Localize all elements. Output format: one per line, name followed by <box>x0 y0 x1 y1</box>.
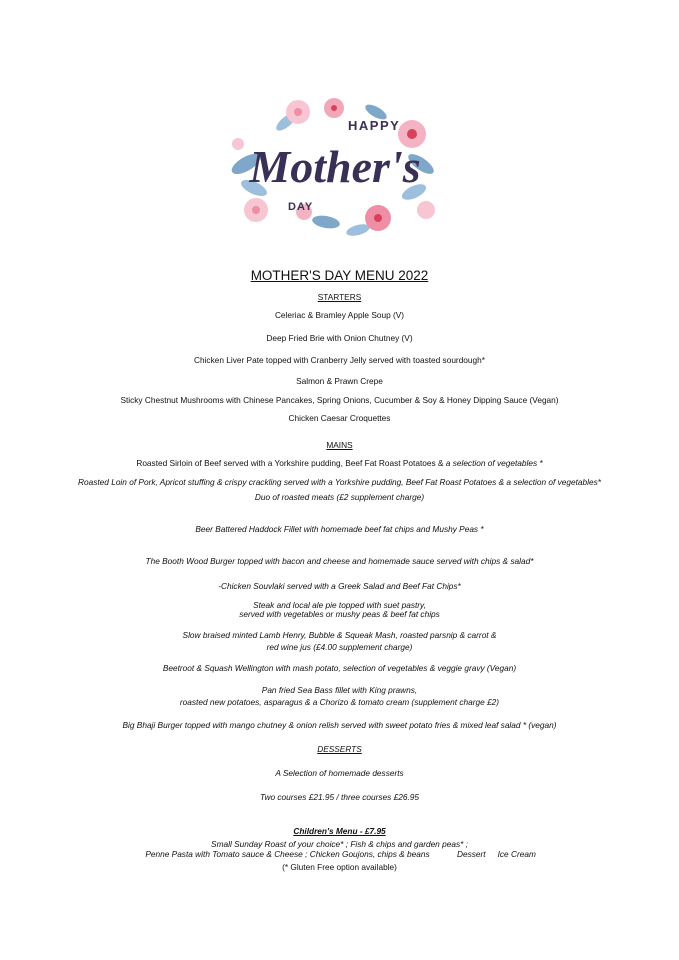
logo-mothers-text: Mother's <box>249 141 421 192</box>
main-item: Beetroot & Squash Wellington with mash potato, selection of vegetables & veggie gravy (Vegan) <box>162 663 517 673</box>
childrens-dessert-label: Dessert <box>457 849 486 859</box>
main-item: Steak and local ale pie topped with suet pastry, <box>253 600 426 610</box>
logo-day-text: DAY <box>288 201 314 213</box>
logo-happy-text: HAPPY <box>348 118 401 133</box>
mothers-day-logo <box>226 92 444 240</box>
starter-item: Salmon & Prawn Crepe <box>296 376 383 386</box>
main-item: Big Bhaji Burger topped with mango chutney & onion relish served with sweet potato fries & mixed leaf salad * (vegan) <box>122 720 557 730</box>
childrens-menu-heading: Children's Menu - £7.95 <box>293 826 386 836</box>
main-item: roasted new potatoes, asparagus & a Chorizo & tomato cream (supplement charge £2) <box>179 697 500 707</box>
childrens-menu-line: Penne Pasta with Tomato sauce & Cheese ; Chicken Goujons, chips & beans <box>145 849 430 859</box>
starter-item: Deep Fried Brie with Onion Chutney (V) <box>266 333 413 343</box>
main-item: Duo of roasted meats (£2 supplement charge) <box>254 492 425 502</box>
starter-item: Chicken Caesar Croquettes <box>288 413 391 423</box>
main-item: The Booth Wood Burger topped with bacon and cheese and homemade sauce served with chips & salad* <box>145 556 534 566</box>
main-item-sirloin <box>0 458 679 469</box>
mains-heading: MAINS <box>326 440 353 450</box>
childrens-dessert <box>457 849 548 860</box>
starters-heading: STARTERS <box>317 292 362 302</box>
starter-item: Sticky Chestnut Mushrooms with Chinese Pancakes, Spring Onions, Cucumber & Soy & Honey Dipping Sauce (Vegan) <box>120 395 559 405</box>
childrens-menu-line: Small Sunday Roast of your choice* ; Fish & chips and garden peas* ; <box>211 839 468 849</box>
gluten-free-note: (* Gluten Free option available) <box>282 862 397 872</box>
starter-item: Chicken Liver Pate topped with Cranberry Jelly served with toasted sourdough* <box>193 355 485 365</box>
menu-title: MOTHER'S DAY MENU 2022 <box>250 268 429 283</box>
main-item: served with vegetables or mushy peas & beef fat chips <box>239 609 440 619</box>
main-item: Roasted Loin of Pork, Apricot stuffing & crispy crackling served with a Yorkshire pudding, Beef Fat Roast Potatoes & a selection of vegetables* <box>78 477 601 487</box>
desserts-heading: DESSERTS <box>317 744 362 754</box>
price-line: Two courses £21.95 / three courses £26.95 <box>260 792 419 802</box>
childrens-ice-cream: Ice Cream <box>497 849 536 859</box>
main-item: Beer Battered Haddock Fillet with homemade beef fat chips and Mushy Peas * <box>195 524 484 534</box>
dessert-item: A Selection of homemade desserts <box>275 768 404 778</box>
main-item: red wine jus (£4.00 supplement charge) <box>266 642 413 652</box>
main-item: -Chicken Souvlaki served with a Greek Salad and Beef Fat Chips* <box>218 581 461 591</box>
main-item: Slow braised minted Lamb Henry, Bubble & Squeak Mash, roasted parsnip & carrot & <box>182 630 497 640</box>
main-item: Pan fried Sea Bass fillet with King prawns, <box>261 685 418 695</box>
main-item-sirloin-text: Roasted Sirloin of Beef served with a Yorkshire pudding, Beef Fat Roast Potatoes & <box>136 458 446 468</box>
main-item-sirloin-veg: a selection of vegetables * <box>445 458 543 468</box>
starter-item: Celeriac & Bramley Apple Soup (V) <box>274 310 405 320</box>
